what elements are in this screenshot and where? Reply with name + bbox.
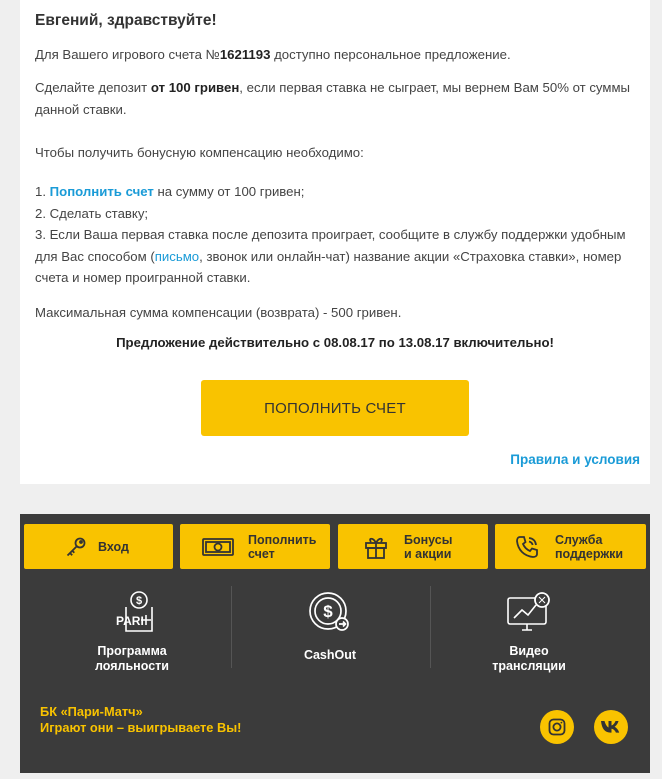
offer-validity: Предложение действительно с 08.08.17 по 13.08.17 включительно! <box>116 335 554 350</box>
footer <box>20 514 650 773</box>
greeting: Евгений, здравствуйте! <box>35 12 217 29</box>
svg-text:$: $ <box>135 595 143 607</box>
letter-link[interactable]: письмо <box>154 248 200 264</box>
email-card <box>20 0 650 484</box>
brand-name: БК «Пари-Матч» <box>40 704 143 719</box>
step-1-number: 1. <box>35 184 50 199</box>
deposit-text-end: , если первая ставка не сыграет, мы вернем Вам 50% от суммы данной ставки. <box>35 80 630 117</box>
phone-icon <box>507 524 547 569</box>
slogan: Играют они – выигрываете Вы! <box>40 720 242 735</box>
step-3-text: 3. Если Ваша первая ставка после депозита проиграет, сообщите в службу поддержки удобным для Вас способом ( <box>35 227 626 264</box>
pari-loyalty-icon <box>32 588 232 638</box>
svg-text:PARI: PARI <box>116 614 144 628</box>
account-number: 1621193 <box>219 47 271 62</box>
step-1 <box>35 181 645 203</box>
cashout-label: CashOut <box>303 648 357 662</box>
loyalty-label: Программа лояльности <box>95 644 169 673</box>
step-3-text-end: , звонок или онлайн-чат) название акции «Страховка ставки», номер счета и номер проигранной ставки. <box>35 248 622 285</box>
cashout-feature[interactable] <box>230 588 430 663</box>
cashout-icon <box>230 588 430 638</box>
account-text-end: доступно персональное предложение. <box>270 47 511 62</box>
max-compensation: Максимальная сумма компенсации (возврата) - 500 гривен. <box>35 305 402 320</box>
deposit-paragraph <box>35 77 645 120</box>
top-up-link[interactable]: Пополнить счет <box>49 184 154 199</box>
tagline <box>40 704 241 736</box>
video-stream-icon <box>429 588 629 638</box>
instagram-icon[interactable] <box>540 710 574 744</box>
svg-text:$: $ <box>323 602 333 621</box>
steps-list <box>35 181 645 289</box>
banknote-icon <box>198 524 238 569</box>
video-streams[interactable] <box>429 588 629 674</box>
bonuses-label: Бонусы и акции <box>404 532 453 561</box>
deposit-footer-button[interactable] <box>180 524 330 569</box>
video-label: Видео трансляции <box>492 644 566 673</box>
vk-icon[interactable] <box>594 710 628 744</box>
gift-icon <box>356 524 396 569</box>
step-3 <box>35 224 645 289</box>
account-paragraph <box>35 44 645 66</box>
login-label: Вход <box>98 539 129 554</box>
key-icon <box>56 524 96 569</box>
loyalty-program[interactable] <box>32 588 232 674</box>
step-2: 2. Сделать ставку; <box>35 205 149 221</box>
deposit-footer-label: Пополнить счет <box>248 532 317 561</box>
steps-intro: Чтобы получить бонусную компенсацию необходимо: <box>35 145 364 160</box>
rules-link[interactable]: Правила и условия <box>510 452 640 467</box>
login-button[interactable] <box>24 524 173 569</box>
top-up-button[interactable]: ПОПОЛНИТЬ СЧЕТ <box>201 380 469 436</box>
step-1-text: на сумму от 100 гривен; <box>153 184 305 199</box>
support-button[interactable] <box>495 524 646 569</box>
account-text: Для Вашего игрового счета № <box>35 47 220 62</box>
bonuses-button[interactable] <box>338 524 488 569</box>
deposit-text: Сделайте депозит <box>35 80 151 95</box>
support-label: Служба поддержки <box>555 532 624 561</box>
deposit-amount: от 100 гривен <box>150 80 240 95</box>
